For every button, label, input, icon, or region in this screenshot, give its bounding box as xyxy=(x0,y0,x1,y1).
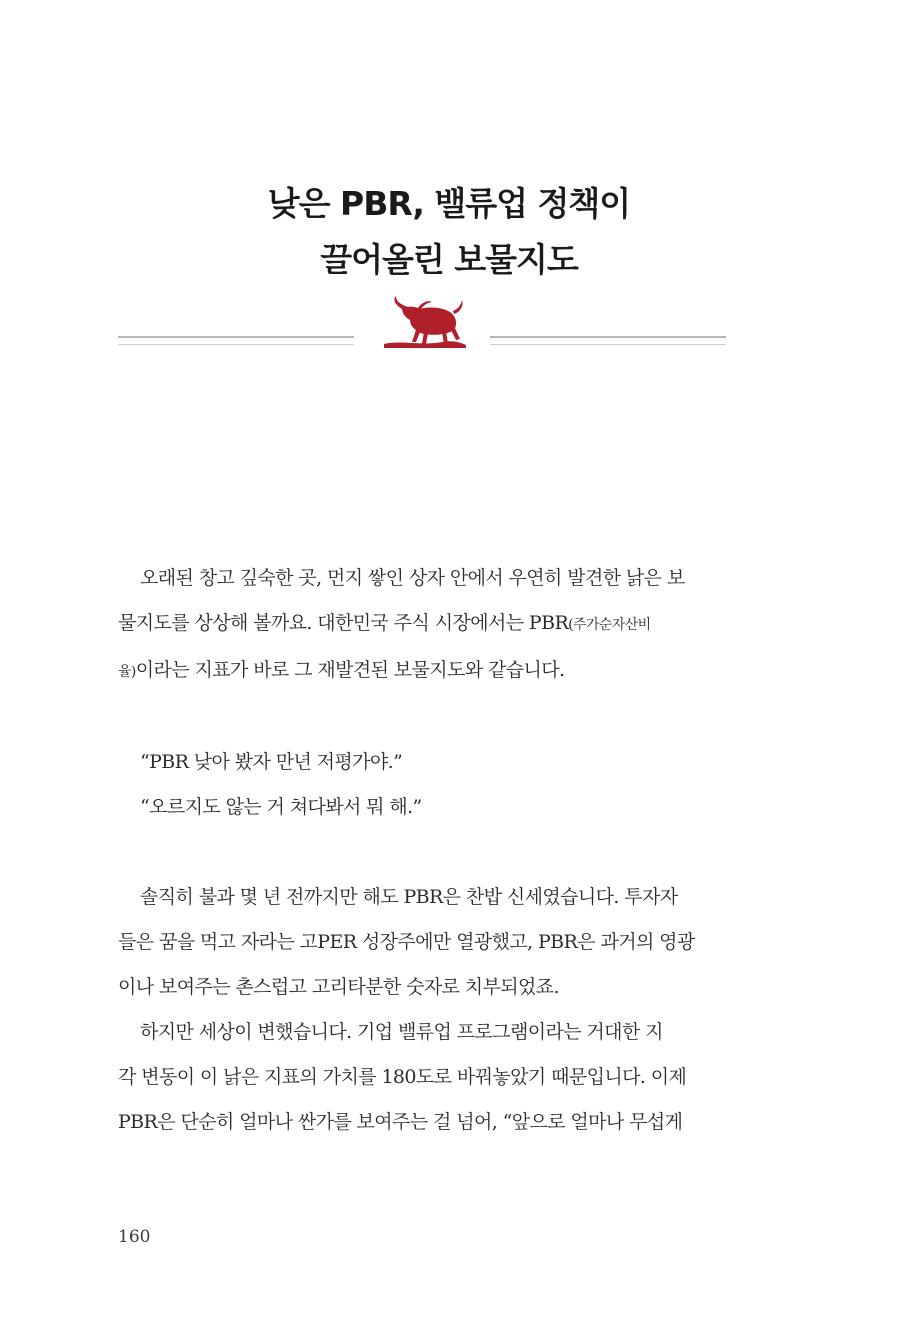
page-number: 160 xyxy=(118,1227,151,1247)
chapter-title-line-1: 낮은 PBR, 밸류업 정책이 xyxy=(267,184,631,223)
paragraph-1-line-3-text: 이라는 지표가 바로 그 재발견된 보물지도와 같습니다. xyxy=(135,659,565,681)
paragraph-1-line-2 xyxy=(118,601,728,648)
divider-left xyxy=(118,336,354,345)
quote-2: “오르지도 않는 거 쳐다봐서 뭐 해.” xyxy=(140,796,422,818)
paragraph-1-line-3-note: 율) xyxy=(118,664,136,680)
paragraph-2-line-1: 솔직히 불과 몇 년 전까지만 해도 PBR은 찬밥 신세였습니다. 투자자 xyxy=(140,886,678,908)
divider-right xyxy=(490,336,726,345)
paragraph-3-line-2: 각 변동이 이 낡은 지표의 가치를 180도로 바꿔놓았기 때문입니다. 이제 xyxy=(118,1066,687,1088)
paragraph-1-line-1: 오래된 창고 깊숙한 곳, 먼지 쌓인 상자 안에서 우연히 발견한 낡은 보 xyxy=(140,567,685,589)
paragraph-3-line-3: PBR은 단순히 얼마나 싼가를 보여주는 걸 넘어, “앞으로 얼마나 무섭게 xyxy=(118,1111,683,1133)
paragraph-1-line-3 xyxy=(118,648,728,695)
paragraph-1-line-2-note: (주가순자산비 xyxy=(568,617,651,633)
quote-1: “PBR 낮아 봤자 만년 저평가야.” xyxy=(140,751,403,773)
chapter-title-line-2: 끌어올린 보물지도 xyxy=(320,240,578,279)
paragraph-3-line-1: 하지만 세상이 변했습니다. 기업 밸류업 프로그램이라는 거대한 지 xyxy=(140,1021,663,1043)
paragraph-1-line-2-text: 물지도를 상상해 볼까요. 대한민국 주식 시장에서는 PBR xyxy=(118,612,569,634)
spacer xyxy=(118,695,728,740)
spacer xyxy=(118,830,728,875)
paragraph-2-line-2: 들은 꿈을 먹고 자라는 고PER 성장주에만 열광했고, PBR은 과거의 영광 xyxy=(118,931,695,953)
chapter-title xyxy=(0,176,898,288)
body-text xyxy=(118,556,728,1145)
paragraph-2-line-3: 이나 보여주는 촌스럽고 고리타분한 숫자로 치부되었죠. xyxy=(118,976,559,998)
bull-icon xyxy=(382,294,466,348)
